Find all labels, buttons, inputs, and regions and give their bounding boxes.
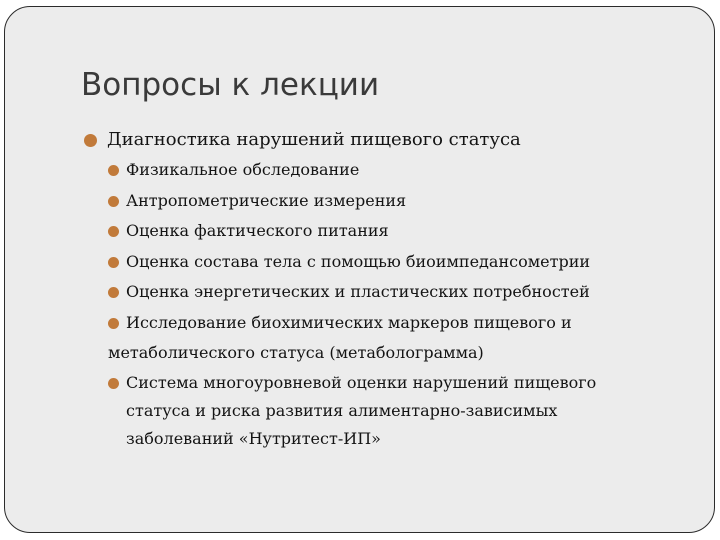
bullet-icon bbox=[108, 287, 119, 298]
bullet-icon bbox=[108, 226, 119, 237]
slide-title: Вопросы к лекции bbox=[81, 67, 380, 103]
bullet-icon bbox=[108, 257, 119, 268]
list-item-text: Исследование биохимических маркеров пищевого и bbox=[126, 312, 572, 332]
list-item-continuation: метаболического статуса (метаболограмма) bbox=[108, 343, 484, 362]
list-item-text: Диагностика нарушений пищевого статуса bbox=[107, 129, 521, 150]
list-item-sub bbox=[108, 308, 684, 339]
bullet-icon bbox=[108, 378, 119, 389]
list-item-main bbox=[84, 125, 684, 155]
bullet-list bbox=[84, 125, 684, 453]
list-item-sub bbox=[108, 155, 684, 186]
list-item-text: Оценка фактического питания bbox=[126, 221, 389, 240]
list-item-nested bbox=[108, 369, 684, 453]
bullet-icon bbox=[108, 318, 119, 329]
bullet-icon bbox=[108, 196, 119, 207]
list-item-text: Физикальное обследование bbox=[126, 160, 360, 179]
list-item-text: Антропометрические измерения bbox=[126, 190, 407, 210]
list-item-text-line: Система многоуровневой оценки нарушений пищевого bbox=[126, 372, 597, 392]
list-item-text-line: статуса и риска развития алиментарно-зависимых bbox=[126, 400, 558, 420]
slide bbox=[4, 6, 715, 533]
list-item-sub bbox=[108, 216, 684, 247]
list-item-text: Оценка энергетических и пластических потребностей bbox=[126, 282, 590, 301]
list-item-text: Оценка состава тела с помощью биоимпедансометрии bbox=[126, 251, 591, 271]
list-item-text-line: заболеваний «Нутритест-ИП» bbox=[126, 428, 381, 448]
bullet-icon bbox=[84, 134, 97, 147]
bullet-icon bbox=[108, 165, 119, 176]
list-item-sub bbox=[108, 186, 684, 217]
list-item-sub bbox=[108, 247, 684, 278]
list-item-sub bbox=[108, 277, 684, 308]
